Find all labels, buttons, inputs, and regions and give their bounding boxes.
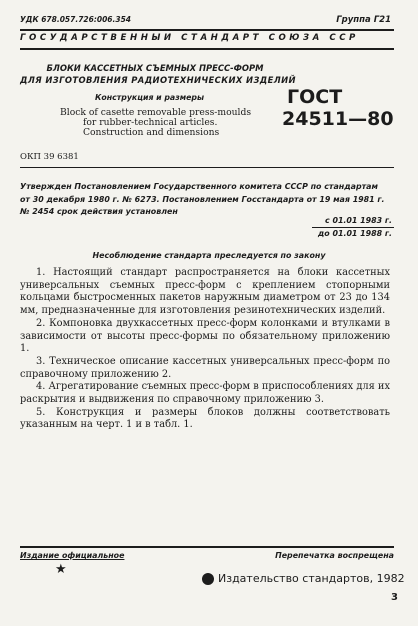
title-en-line1: Block of casette removable press-moulds bbox=[60, 107, 252, 118]
star-icon: ★ bbox=[55, 562, 67, 577]
title-en-line2: for rubber-technical articles. bbox=[83, 117, 218, 128]
legal-warning: Несоблюдение стандарта преследуется по закону bbox=[92, 251, 326, 260]
title-ru-line2: ДЛЯ ИЗГОТОВЛЕНИЯ РАДИОТЕХНИЧЕСКИХ ИЗДЕЛИЙ bbox=[20, 75, 296, 85]
top-rule-2 bbox=[20, 48, 394, 50]
group-code: Группа Г21 bbox=[336, 15, 391, 25]
official-edition: Издание официальное bbox=[20, 551, 125, 560]
publisher: Издательство стандартов, 1982 bbox=[218, 572, 405, 585]
title-ru-line1: БЛОКИ КАССЕТНЫХ СЪЕМНЫХ ПРЕСС-ФОРМ bbox=[46, 63, 264, 73]
paragraph-1: 1. Настоящий стандарт распространяется на блоки кассетных универсальных съемных пресс-форм с креплением стопорными кольцами быстросменных пакетов наружным диаметром от 23 до 134 мм, предназначенные для изготовления резинотехнических изделий. bbox=[20, 267, 390, 317]
validity-from: с 01.01 1983 г. bbox=[325, 216, 392, 225]
publisher-logo-icon bbox=[202, 573, 214, 585]
mid-rule bbox=[20, 167, 394, 168]
top-rule bbox=[20, 29, 394, 31]
approval-line1: Утвержден Постановлением Государственного комитета СССР по стандартам bbox=[20, 182, 378, 191]
title-en-line3: Construction and dimensions bbox=[83, 127, 220, 138]
approval-line3: № 2454 срок действия установлен bbox=[20, 207, 178, 216]
bottom-rule bbox=[20, 546, 394, 548]
validity-to: до 01.01 1988 г. bbox=[317, 229, 392, 238]
paragraph-5: 5. Конструкция и размеры блоков должны соответствовать указанным на черт. 1 и в табл. 1. bbox=[20, 406, 390, 431]
validity-rule bbox=[312, 227, 394, 228]
reprint-notice: Перепечатка воспрещена bbox=[275, 551, 394, 560]
okp-code: ОКП 39 6381 bbox=[20, 152, 79, 162]
standard-banner: ГОСУДАРСТВЕННЫЙ СТАНДАРТ СОЮЗА ССР bbox=[20, 33, 359, 43]
title-ru-subtitle: Конструкция и размеры bbox=[95, 93, 205, 102]
approval-line2: от 30 декабря 1980 г. № 6273. Постановлением Госстандарта от 19 мая 1981 г. bbox=[20, 195, 385, 204]
gost-number: 24511—80 bbox=[282, 108, 394, 130]
body-text bbox=[20, 267, 390, 432]
udc-code: УДК 678.057.726:006.354 bbox=[20, 15, 132, 24]
paragraph-2: 2. Компоновка двухкассетных пресс-форм колонками и втулками в зависимости от высоты пресс-формы по обязательному приложению 1. bbox=[20, 317, 390, 355]
gost-label: ГОСТ bbox=[287, 86, 343, 108]
paragraph-4: 4. Агрегатирование съемных пресс-форм в приспособлениях для их раскрытия и выдвижения по справочному приложению 3. bbox=[20, 381, 390, 406]
paragraph-3: 3. Техническое описание кассетных универсальных пресс-форм по справочному приложению 2. bbox=[20, 355, 390, 380]
page-number: 3 bbox=[391, 592, 398, 603]
